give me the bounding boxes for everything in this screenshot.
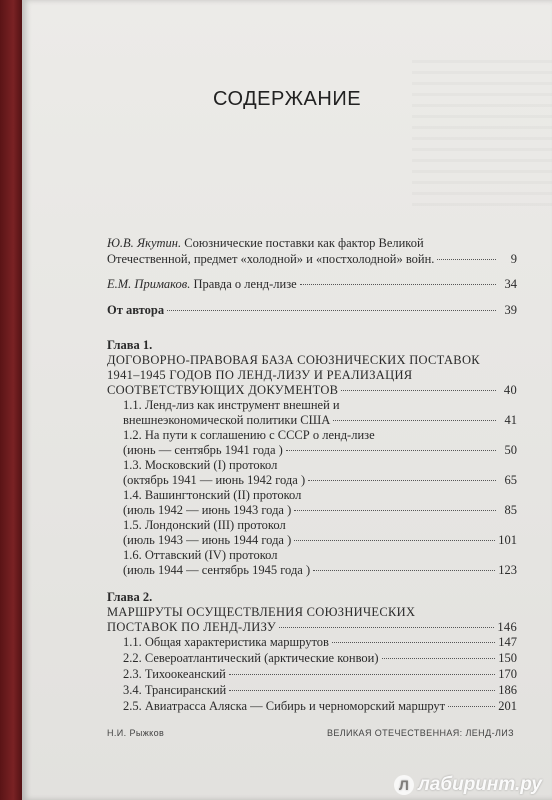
leader-dots [341,390,496,391]
section-text: 2.5. Авиатрасса Аляска — Сибирь и черноморский маршрут [123,699,446,713]
section-text: (июнь — сентябрь 1941 года ) [123,443,283,457]
section-text: 3.4. Трансиранский [123,683,227,697]
entry-author: Е.М. Примаков. [107,277,191,291]
leader-dots [279,627,494,628]
page-number: 201 [498,699,517,713]
section-2-5 [123,699,517,714]
chapter-title-text: СООТВЕТСТВУЮЩИХ ДОКУМЕНТОВ [107,383,339,397]
section-2-2 [123,651,517,666]
section-1-6: 1.6. Оттавский (IV) протокол [123,548,278,562]
section-text: 1.1. Общая характеристика маршрутов [123,635,329,649]
page-number: 170 [498,667,517,681]
chapter-1-title-line: 1941–1945 ГОДОВ ПО ЛЕНД-ЛИЗУ И РЕАЛИЗАЦИЯ [107,368,413,382]
toc-entry-primakov [107,277,517,292]
section-1-3: 1.3. Московский (I) протокол [123,458,278,472]
toc-entry-yakutin-cont [107,252,517,267]
toc-entry-from-author [107,303,517,318]
footer-series: ВЕЛИКАЯ ОТЕЧЕСТВЕННАЯ: ЛЕНД-ЛИЗ [326,728,514,738]
chapter-1-title-line [107,383,517,398]
page-number: 50 [504,443,517,457]
chapter-1-label: Глава 1. [107,338,153,352]
section-1-6-cont [123,563,517,578]
watermark [394,774,542,796]
entry-text: Союзнические поставки как фактор Великой [184,236,424,250]
page-number: 9 [510,252,517,266]
leader-dots [333,420,496,421]
section-2-3 [123,667,517,682]
leader-dots [294,510,496,511]
section-1-3-cont [123,473,517,488]
chapter-2-title-line [107,620,517,635]
leader-dots [229,690,495,691]
page-number: 150 [498,651,517,665]
page-number: 186 [498,683,517,697]
entry-text: От автора [107,303,165,317]
page-number: 40 [503,383,517,397]
leader-dots [229,674,495,675]
entry-text: Правда о ленд-лизе [193,277,297,291]
page-number: 147 [498,635,517,649]
section-1-4: 1.4. Вашингтонский (II) протокол [123,488,302,502]
section-2-4 [123,683,517,698]
leader-dots [448,706,495,707]
section-1-5-cont [123,533,517,548]
section-text: внешнеэкономической политики США [123,413,331,427]
page-number: 41 [504,413,517,427]
leader-dots [437,259,496,260]
section-2-1 [123,635,517,650]
leader-dots [332,642,495,643]
section-1-5: 1.5. Лондонский (III) протокол [123,518,286,532]
leader-dots [286,450,496,451]
chapter-title-text: ПОСТАВОК ПО ЛЕНД-ЛИЗУ [107,620,277,634]
page-number: 123 [498,563,517,577]
page-number: 101 [498,533,517,547]
section-text: (июль 1943 — июнь 1944 года ) [123,533,292,547]
section-text: (июль 1944 — сентябрь 1945 года ) [123,563,311,577]
entry-author: Ю.В. Якутин. [107,236,182,250]
section-1-1-cont [123,413,517,428]
leader-dots [382,658,496,659]
section-1-2-cont [123,443,517,458]
leader-dots [313,570,495,571]
section-1-2: 1.2. На пути к соглашению с СССР о ленд-лизе [123,428,375,442]
footer-author: Н.И. Рыжков [107,728,165,738]
section-1-4-cont [123,503,517,518]
chapter-2-title-line: МАРШРУТЫ ОСУЩЕСТВЛЕНИЯ СОЮЗНИЧЕСКИХ [107,605,416,619]
chapter-1-title-line: ДОГОВОРНО-ПРАВОВАЯ БАЗА СОЮЗНИЧЕСКИХ ПОСТАВОК [107,353,480,367]
page-number: 146 [497,620,517,634]
page-title: СОДЕРЖАНИЕ [212,88,362,110]
leader-dots [294,540,495,541]
show-through-text [412,60,552,210]
watermark-text: лабиринт.ру [417,774,542,795]
page-number: 34 [504,277,517,291]
page-number: 85 [504,503,517,517]
book-page [22,0,552,800]
chapter-2-label: Глава 2. [107,590,153,604]
labirint-logo-icon: Л [394,775,414,795]
section-text: 2.2. Североатлантический (арктические конвои) [123,651,379,665]
page-number: 39 [504,303,517,317]
leader-dots [308,480,496,481]
section-text: (октябрь 1941 — июнь 1942 года ) [123,473,306,487]
section-text: (июль 1942 — июнь 1943 года ) [123,503,292,517]
toc-entry-yakutin [107,236,517,251]
page-number: 65 [504,473,517,487]
book-spine [0,0,24,800]
leader-dots [167,310,496,311]
entry-text: Отечественной, предмет «холодной» и «постхолодной» войн. [107,252,435,266]
section-text: 2.3. Тихоокеанский [123,667,226,681]
section-1-1: 1.1. Ленд-лиз как инструмент внешней и [123,398,340,412]
leader-dots [300,284,496,285]
